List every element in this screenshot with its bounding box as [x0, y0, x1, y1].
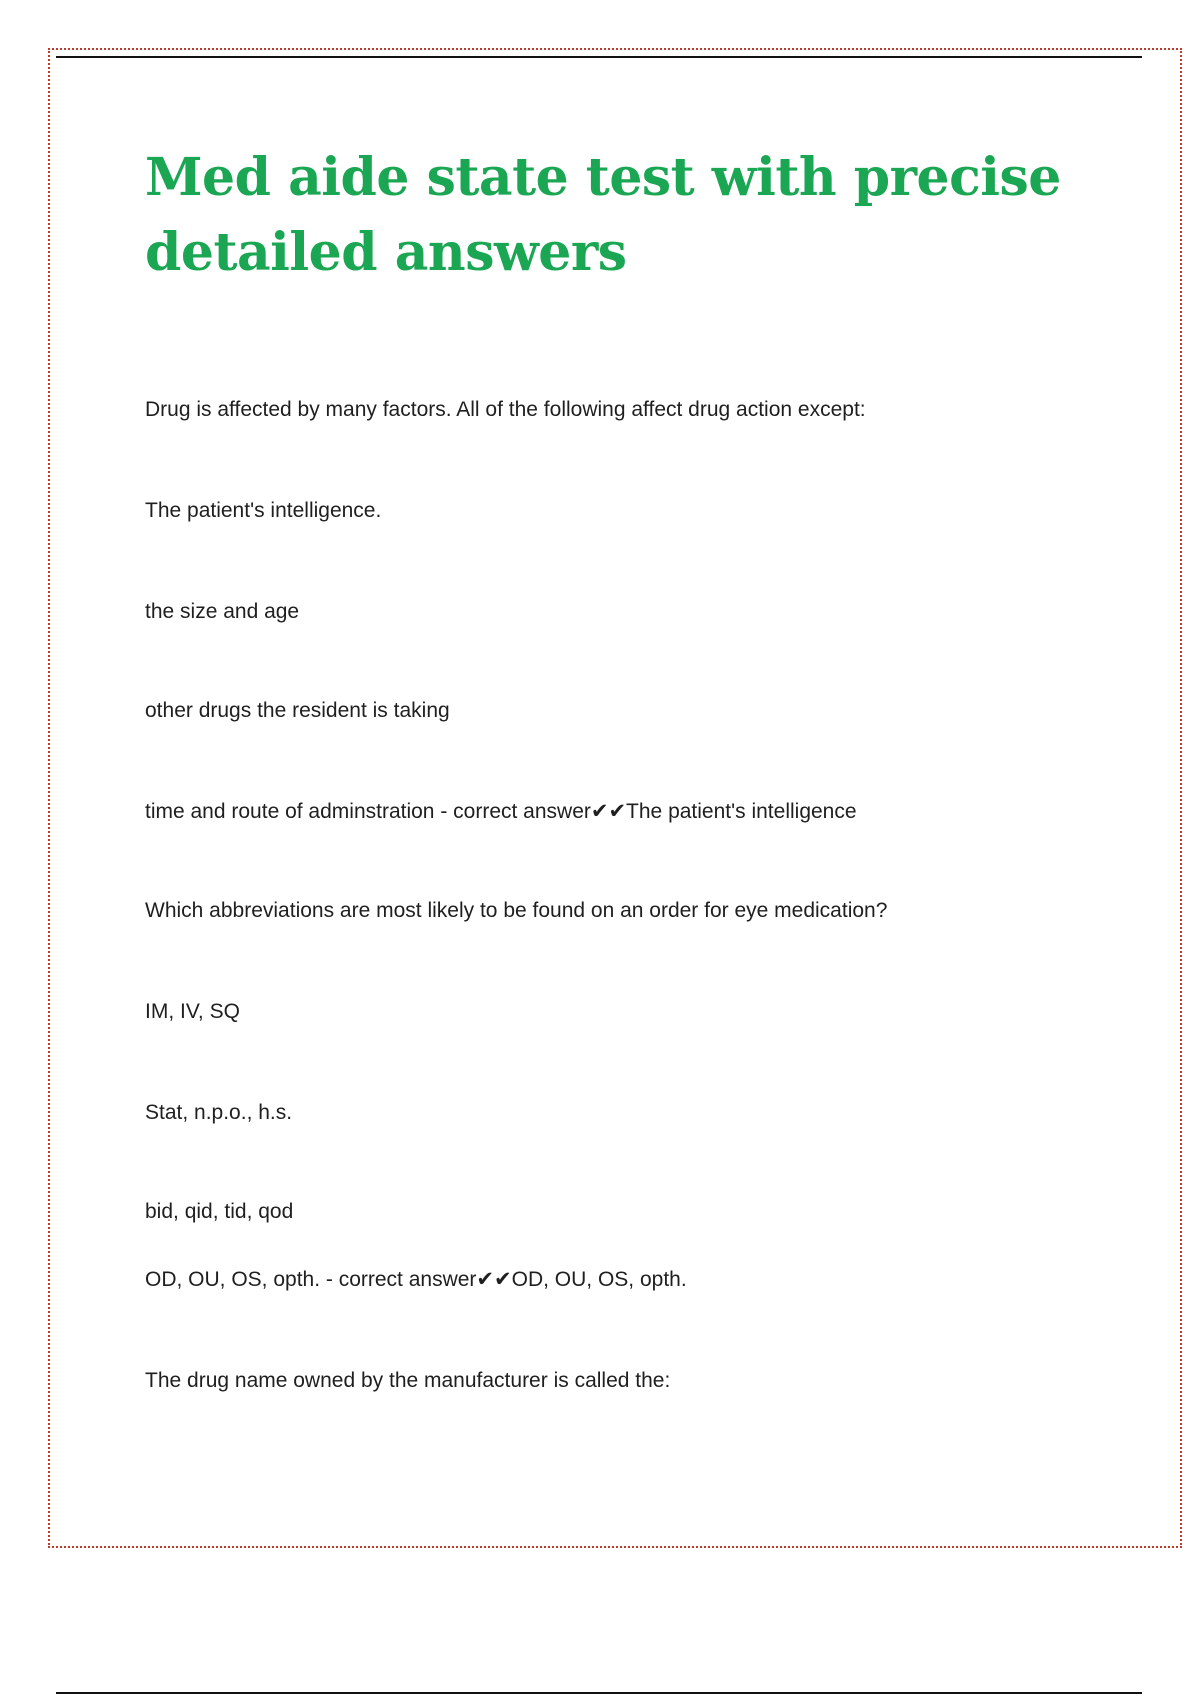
- option-1d-answer: time and route of adminstration - correct answer✔✔The patient's intelligence: [145, 800, 857, 823]
- option-2a: IM, IV, SQ: [145, 1000, 240, 1023]
- question-3: The drug name owned by the manufacturer is called the:: [145, 1369, 671, 1392]
- option-1c: other drugs the resident is taking: [145, 699, 450, 722]
- document-title: Med aide state test with precise detailed answers: [145, 147, 1061, 283]
- option-2b: Stat, n.p.o., h.s.: [145, 1101, 293, 1124]
- option-2c: bid, qid, tid, qod: [145, 1200, 294, 1223]
- question-1: Drug is affected by many factors. All of the following affect drug action except:: [145, 398, 866, 421]
- bottom-rule: [56, 1692, 1142, 1694]
- option-1b: the size and age: [145, 600, 300, 623]
- question-2: Which abbreviations are most likely to be found on an order for eye medication?: [145, 899, 888, 922]
- option-1a: The patient's intelligence.: [145, 499, 382, 522]
- top-rule: [56, 56, 1142, 58]
- option-2d-answer: OD, OU, OS, opth. - correct answer✔✔OD, OU, OS, opth.: [145, 1268, 687, 1291]
